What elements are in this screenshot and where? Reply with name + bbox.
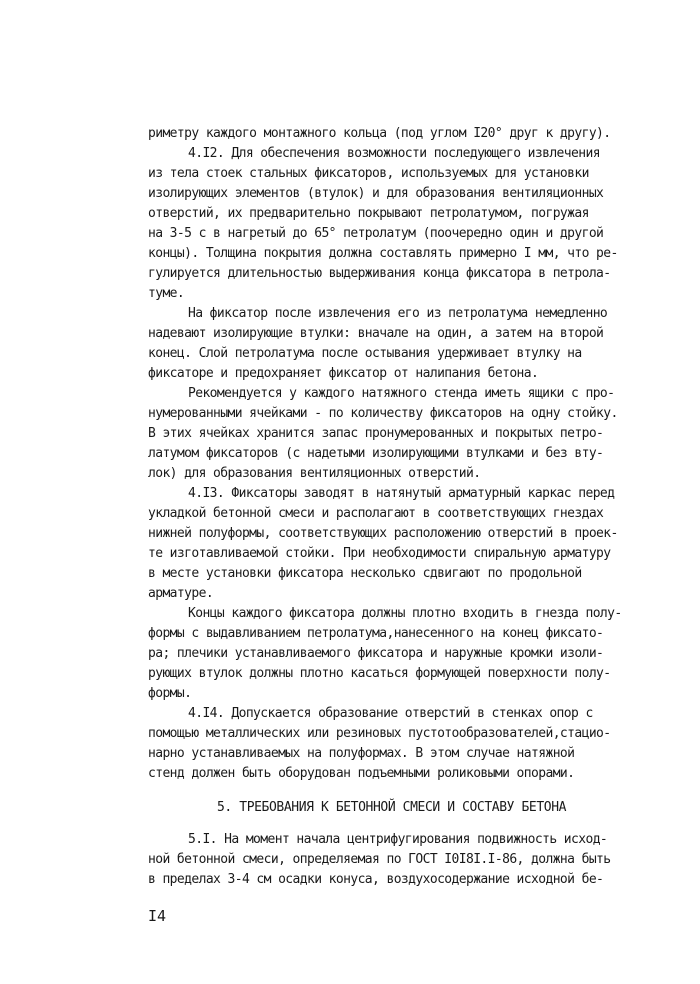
text-line: риметру каждого монтажного кольца (под углом I20° друг к другу). xyxy=(148,126,611,141)
text-line: латумом фиксаторов (с надетыми изолирующими втулками и без вту- xyxy=(148,446,604,461)
text-line: туме. xyxy=(148,286,185,301)
text-line: конец. Слой петролатума после остывания удерживает втулку на xyxy=(148,346,582,361)
text-line: лок) для образования вентиляционных отверстий. xyxy=(148,466,481,481)
text-line: стенд должен быть оборудован подъемными роликовыми опорами. xyxy=(148,766,575,781)
text-line: нумерованными ячейками - по количеству фиксаторов на одну стойку. xyxy=(148,406,618,421)
text-line: В этих ячейках хранится запас пронумерованных и покрытых петро- xyxy=(148,426,604,441)
text-line: 4.I3. Фиксаторы заводят в натянутый арматурный каркас перед xyxy=(188,486,615,501)
text-line: укладкой бетонной смеси и располагают в соответствующих гнездах xyxy=(148,506,604,521)
text-line: формы. xyxy=(148,686,192,701)
text-line: 5.I. На момент начала центрифугирования подвижность исход- xyxy=(188,832,608,847)
text-line: в месте установки фиксатора несколько сдвигают по продольной xyxy=(148,566,582,581)
text-line: в пределах 3-4 см осадки конуса, воздухосодержание исходной бе- xyxy=(148,872,604,887)
text-line: формы с выдавливанием петролатума,нанесенного на конец фиксато- xyxy=(148,626,604,641)
text-line: отверстий, их предварительно покрывают петролатумом, погружая xyxy=(148,206,589,221)
text-line: концы). Толщина покрытия должна составлять примерно I мм, что ре- xyxy=(148,246,618,261)
text-line: На фиксатор после извлечения его из петролатума немедленно xyxy=(188,306,608,321)
text-line: на 3-5 с в нагретый до 65° петролатум (поочередно один и другой xyxy=(148,226,604,241)
text-line: надевают изолирующие втулки: вначале на один, а затем на второй xyxy=(148,326,604,341)
section-heading: 5. ТРЕБОВАНИЯ К БЕТОННОЙ СМЕСИ И СОСТАВУ БЕТОНА xyxy=(217,800,567,815)
text-line: Концы каждого фиксатора должны плотно входить в гнезда полу- xyxy=(188,606,622,621)
text-line: Рекомендуется у каждого натяжного стенда иметь ящики с про- xyxy=(188,386,615,401)
text-line: ной бетонной смеси, определяемая по ГОСТ I0I8I.I-86, должна быть xyxy=(148,852,611,867)
text-line: арматуре. xyxy=(148,586,214,601)
text-line: те изготавливаемой стойки. При необходимости спиральную арматуру xyxy=(148,546,611,561)
text-line: нижней полуформы, соответствующих расположению отверстий в проек- xyxy=(148,526,618,541)
text-line: гулируется длительностью выдерживания конца фиксатора в петрола- xyxy=(148,266,611,281)
text-line: 4.I4. Допускается образование отверстий в стенках опор с xyxy=(188,706,593,721)
page-number: I4 xyxy=(148,907,167,925)
text-line: нарно устанавливаемых на полуформах. В этом случае натяжной xyxy=(148,746,575,761)
text-line: фиксаторе и предохраняет фиксатор от налипания бетона. xyxy=(148,366,539,381)
text-line: 4.I2. Для обеспечения возможности последующего извлечения xyxy=(188,146,600,161)
text-line: ра; плечики устанавливаемого фиксатора и наружные кромки изоли- xyxy=(148,646,604,661)
text-line: помощью металлических или резиновых пустотообразователей,стацио- xyxy=(148,726,611,741)
text-line: изолирующих элементов (втулок) и для образования вентиляционных xyxy=(148,186,604,201)
text-line: из тела стоек стальных фиксаторов, используемых для установки xyxy=(148,166,589,181)
text-line: рующих втулок должны плотно касаться формующей поверхности полу- xyxy=(148,666,611,681)
